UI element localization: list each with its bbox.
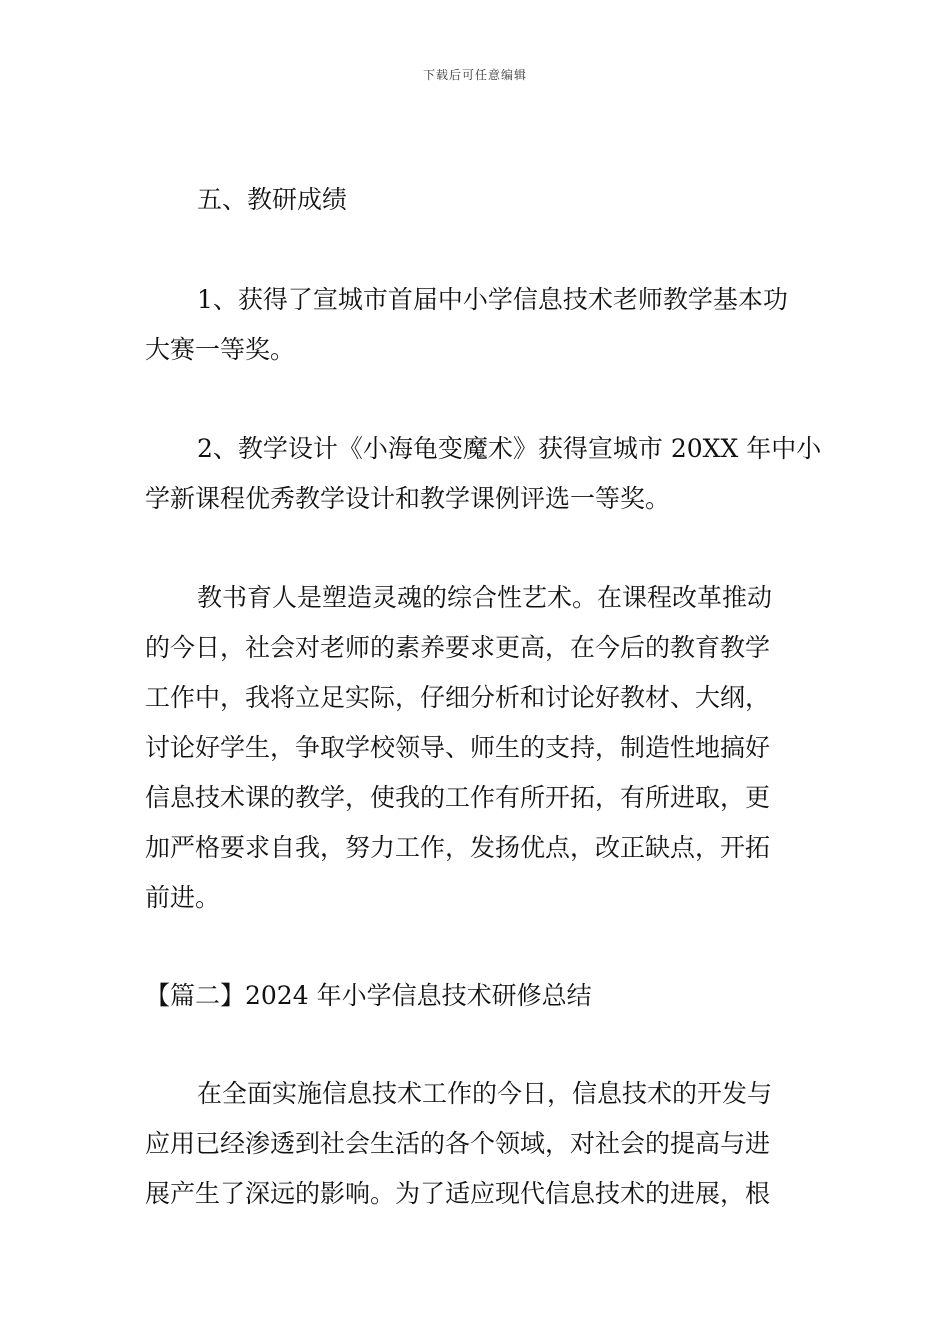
article-title: 【篇二】2024 年小学信息技术研修总结	[145, 981, 592, 1010]
closing-line-3: 工作中，我将立足实际，仔细分析和讨论好教材、大纲，	[145, 683, 771, 712]
closing-line-5: 信息技术课的教学，使我的工作有所开拓，有所进取，更	[145, 783, 771, 812]
intro-line-1: 在全面实施信息技术工作的今日，信息技术的开发与	[197, 1079, 773, 1108]
closing-line-1: 教书育人是塑造灵魂的综合性艺术。在课程改革推动	[197, 583, 773, 612]
closing-line-2: 的今日，社会对老师的素养要求更高，在今后的教育教学	[145, 633, 771, 662]
intro-line-3: 展产生了深远的影响。为了适应现代信息技术的进展，根	[145, 1179, 771, 1208]
closing-line-4: 讨论好学生，争取学校领导、师生的支持，制造性地搞好	[145, 733, 771, 762]
achievement-1-line-2: 大赛一等奖。	[145, 335, 296, 364]
section-heading: 五、教研成绩	[197, 185, 348, 214]
page-header: 下载后可任意编辑	[422, 68, 527, 82]
achievement-item-1	[145, 275, 805, 375]
achievement-item-2	[145, 424, 822, 524]
intro-line-2: 应用已经渗透到社会生活的各个领域，对社会的提高与进	[145, 1129, 771, 1158]
closing-paragraph	[145, 573, 805, 923]
closing-line-6: 加严格要求自我，努力工作，发扬优点，改正缺点，开拓	[145, 833, 771, 862]
closing-line-7: 前进。	[145, 883, 221, 912]
achievement-1-line-1: 1、获得了宣城市首届中小学信息技术老师教学基本功	[197, 285, 788, 314]
achievement-2-line-2: 学新课程优秀教学设计和教学课例评选一等奖。	[145, 484, 671, 513]
achievement-2-line-1: 2、教学设计《小海龟变魔术》获得宣城市 20XX 年中小	[197, 434, 822, 463]
intro-paragraph	[145, 1069, 805, 1219]
